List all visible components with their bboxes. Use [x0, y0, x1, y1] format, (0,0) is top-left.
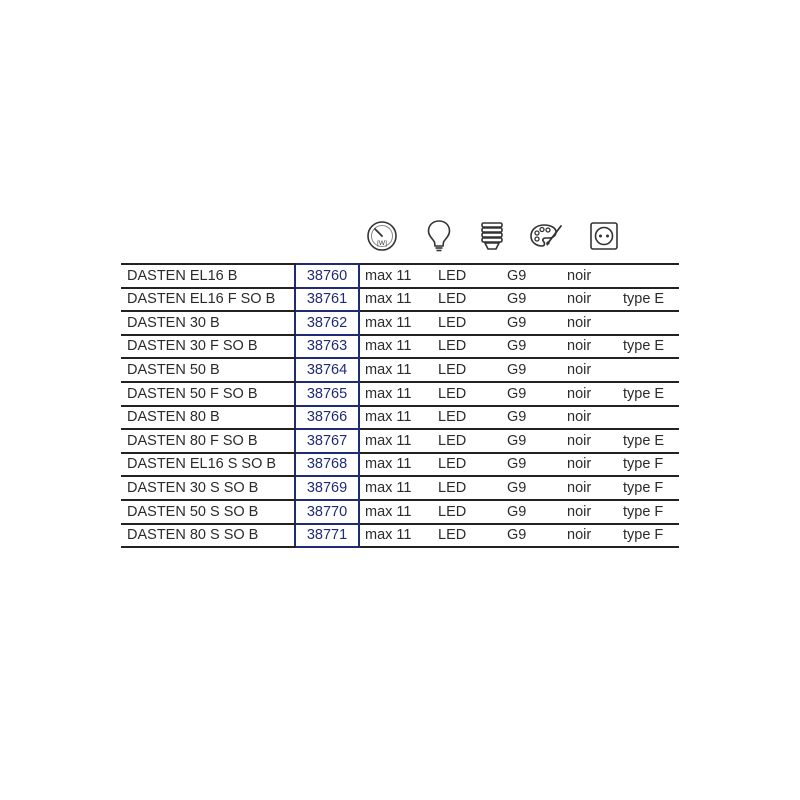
table-row	[121, 406, 679, 430]
color-cell: noir	[560, 453, 619, 477]
reference-cell: 38768	[295, 453, 359, 477]
spec-table-body	[121, 264, 679, 547]
color-cell: noir	[560, 288, 619, 312]
plug-type-cell: type E	[619, 429, 679, 453]
lamp-type-cell: LED	[431, 358, 494, 382]
plug-type-cell	[619, 264, 679, 288]
lamp-type-cell: LED	[431, 429, 494, 453]
power-cell: max 11	[359, 453, 431, 477]
lamp-type-cell: LED	[431, 524, 494, 548]
reference-cell: 38769	[295, 476, 359, 500]
lamp-type-cell: LED	[431, 453, 494, 477]
socket-cell: G9	[494, 382, 560, 406]
table-row	[121, 524, 679, 548]
socket-cell: G9	[494, 524, 560, 548]
socket-icon	[474, 218, 510, 254]
product-name-cell: DASTEN 80 B	[121, 406, 295, 430]
bulb-icon	[421, 218, 457, 254]
socket-cell: G9	[494, 335, 560, 359]
power-cell: max 11	[359, 429, 431, 453]
header-icon-row	[0, 218, 800, 258]
product-name-cell: DASTEN EL16 S SO B	[121, 453, 295, 477]
reference-cell: 38767	[295, 429, 359, 453]
table-row	[121, 382, 679, 406]
socket-cell: G9	[494, 453, 560, 477]
product-name-cell: DASTEN EL16 B	[121, 264, 295, 288]
power-cell: max 11	[359, 288, 431, 312]
product-name-cell: DASTEN 50 B	[121, 358, 295, 382]
table-row	[121, 500, 679, 524]
color-palette-icon	[528, 218, 564, 254]
plug-type-cell	[619, 406, 679, 430]
socket-cell: G9	[494, 500, 560, 524]
socket-cell: G9	[494, 476, 560, 500]
table-row	[121, 476, 679, 500]
svg-text:[W]: [W]	[377, 240, 387, 247]
plug-type-cell	[619, 358, 679, 382]
color-cell: noir	[560, 406, 619, 430]
plug-type-cell: type F	[619, 453, 679, 477]
reference-cell: 38763	[295, 335, 359, 359]
color-cell: noir	[560, 311, 619, 335]
color-cell: noir	[560, 335, 619, 359]
lamp-type-cell: LED	[431, 264, 494, 288]
power-cell: max 11	[359, 335, 431, 359]
lamp-type-cell: LED	[431, 382, 494, 406]
product-name-cell: DASTEN 50 S SO B	[121, 500, 295, 524]
color-cell: noir	[560, 358, 619, 382]
lamp-type-cell: LED	[431, 406, 494, 430]
socket-cell: G9	[494, 264, 560, 288]
reference-cell: 38762	[295, 311, 359, 335]
product-name-cell: DASTEN 80 S SO B	[121, 524, 295, 548]
wattage-icon	[364, 218, 400, 254]
plug-type-cell: type E	[619, 288, 679, 312]
color-cell: noir	[560, 500, 619, 524]
socket-cell: G9	[494, 358, 560, 382]
table-row	[121, 453, 679, 477]
color-cell: noir	[560, 476, 619, 500]
reference-cell: 38766	[295, 406, 359, 430]
plug-type-cell: type E	[619, 335, 679, 359]
product-name-cell: DASTEN 50 F SO B	[121, 382, 295, 406]
socket-cell: G9	[494, 311, 560, 335]
product-name-cell: DASTEN 30 S SO B	[121, 476, 295, 500]
product-name-cell: DASTEN 30 B	[121, 311, 295, 335]
lamp-type-cell: LED	[431, 311, 494, 335]
power-cell: max 11	[359, 358, 431, 382]
product-name-cell: DASTEN 30 F SO B	[121, 335, 295, 359]
plug-type-cell: type F	[619, 500, 679, 524]
lamp-type-cell: LED	[431, 335, 494, 359]
plug-icon	[586, 218, 622, 254]
power-cell: max 11	[359, 382, 431, 406]
table-row	[121, 358, 679, 382]
reference-cell: 38765	[295, 382, 359, 406]
table-row	[121, 288, 679, 312]
lamp-type-cell: LED	[431, 476, 494, 500]
reference-cell: 38771	[295, 524, 359, 548]
color-cell: noir	[560, 382, 619, 406]
plug-type-cell	[619, 311, 679, 335]
table-row	[121, 264, 679, 288]
table-row	[121, 311, 679, 335]
reference-cell: 38764	[295, 358, 359, 382]
color-cell: noir	[560, 264, 619, 288]
plug-type-cell: type F	[619, 476, 679, 500]
socket-cell: G9	[494, 406, 560, 430]
plug-type-cell: type E	[619, 382, 679, 406]
product-name-cell: DASTEN 80 F SO B	[121, 429, 295, 453]
reference-cell: 38760	[295, 264, 359, 288]
lamp-type-cell: LED	[431, 500, 494, 524]
power-cell: max 11	[359, 311, 431, 335]
socket-cell: G9	[494, 429, 560, 453]
color-cell: noir	[560, 429, 619, 453]
color-cell: noir	[560, 524, 619, 548]
product-spec-table	[121, 263, 679, 548]
power-cell: max 11	[359, 476, 431, 500]
lamp-type-cell: LED	[431, 288, 494, 312]
socket-cell: G9	[494, 288, 560, 312]
power-cell: max 11	[359, 524, 431, 548]
power-cell: max 11	[359, 500, 431, 524]
plug-type-cell: type F	[619, 524, 679, 548]
reference-cell: 38770	[295, 500, 359, 524]
power-cell: max 11	[359, 406, 431, 430]
table-row	[121, 429, 679, 453]
table-row	[121, 335, 679, 359]
reference-cell: 38761	[295, 288, 359, 312]
product-name-cell: DASTEN EL16 F SO B	[121, 288, 295, 312]
power-cell: max 11	[359, 264, 431, 288]
